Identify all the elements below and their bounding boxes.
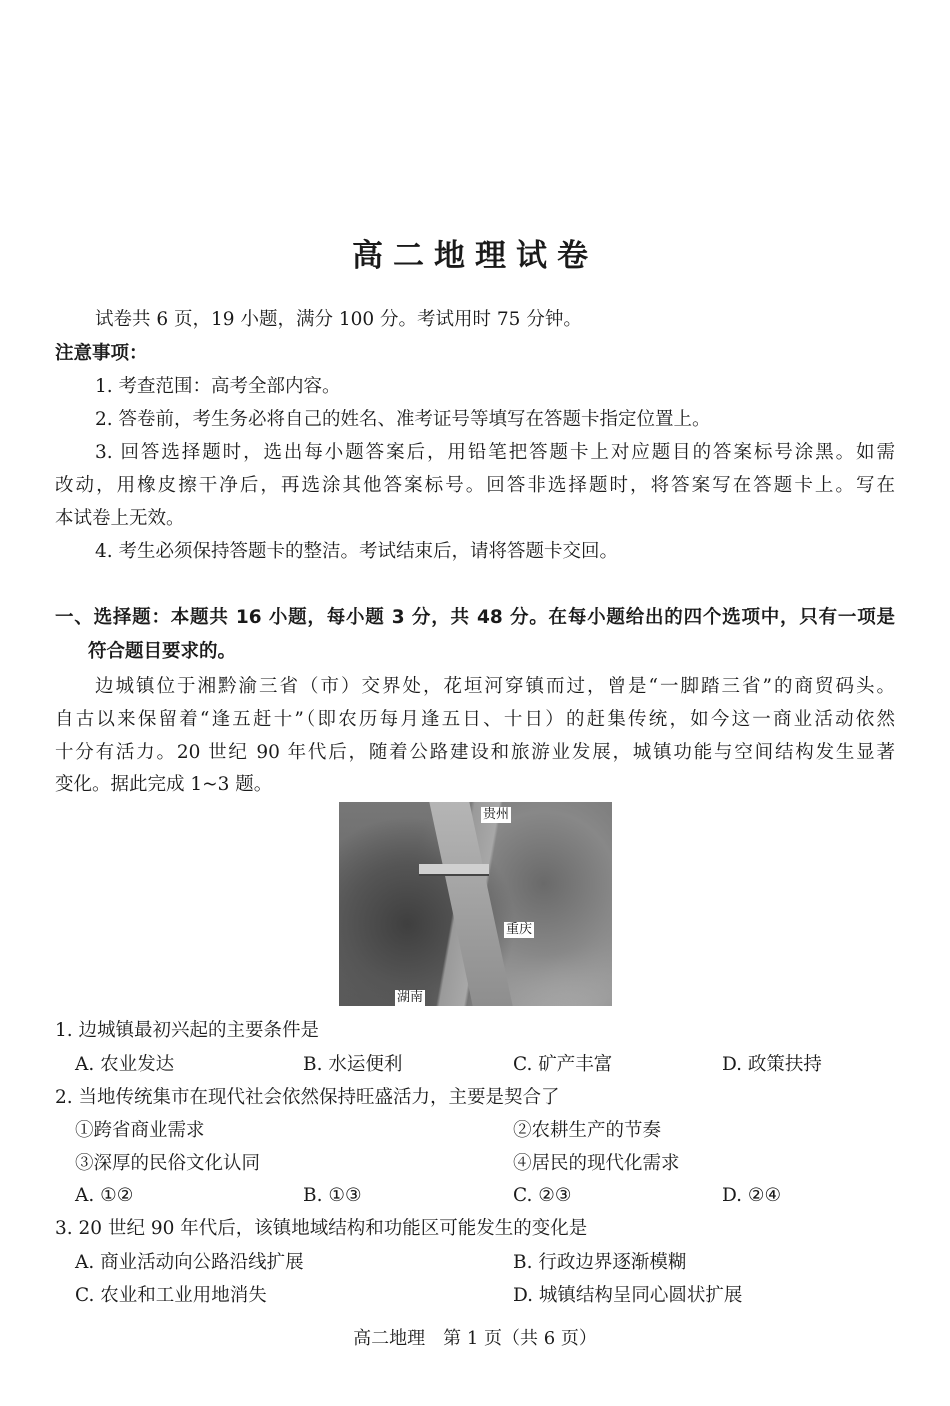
section-heading-cont: 符合题目要求的。 [88, 641, 237, 662]
notice-item: 改动，用橡皮擦干净后，再选涂其他答案标号。回答非选择题时，将答案写在答题卡上。写在 [55, 475, 895, 496]
option: A. 农业发达 [75, 1054, 175, 1075]
page-footer: 高二地理 第 1 页（共 6 页） [353, 1328, 597, 1349]
statement: ①跨省商业需求 [75, 1120, 205, 1141]
page-title: 高二地理试卷 [352, 238, 598, 274]
notice-item: 3. 回答选择题时，选出每小题答案后，用铅笔把答题卡上对应题目的答案标号涂黑。如需 [95, 442, 895, 463]
photo-label-guizhou: 贵州 [483, 807, 510, 822]
option: D. ②④ [722, 1185, 782, 1206]
material-text: 十分有活力。20 世纪 90 年代后，随着公路建设和旅游业发展，城镇功能与空间结构发生显著 [55, 742, 895, 763]
option: A. ①② [75, 1185, 134, 1206]
river [429, 802, 512, 1006]
option: D. 城镇结构呈同心圆状扩展 [513, 1285, 743, 1306]
intro: 试卷共 6 页，19 小题，满分 100 分。考试用时 75 分钟。 [95, 309, 582, 330]
option: B. 行政边界逐渐模糊 [513, 1252, 687, 1273]
material-text: 边城镇位于湘黔渝三省（市）交界处，花垣河穿镇而过，曾是“一脚踏三省”的商贸码头。 [95, 676, 895, 697]
option: B. ①③ [303, 1185, 362, 1206]
statement: ②农耕生产的节奏 [513, 1120, 662, 1141]
option: C. 矿产丰富 [513, 1054, 613, 1075]
photo-label-chongqing: 重庆 [506, 922, 533, 937]
statement: ④居民的现代化需求 [513, 1153, 680, 1174]
material-text: 变化。据此完成 1~3 题。 [55, 774, 273, 795]
option: C. 农业和工业用地消失 [75, 1285, 267, 1306]
option: B. 水运便利 [303, 1054, 403, 1075]
bridge [419, 864, 489, 876]
notice-item: 2. 答卷前，考生务必将自己的姓名、准考证号等填写在答题卡指定位置上。 [95, 409, 711, 430]
notice-item: 4. 考生必须保持答题卡的整洁。考试结束后，请将答题卡交回。 [95, 541, 619, 562]
option: C. ②③ [513, 1185, 572, 1206]
town-aerial-photo [339, 802, 612, 1006]
section-heading: 一、选择题：本题共 16 小题，每小题 3 分，共 48 分。在每小题给出的四个选项中，只有一项是 [55, 607, 895, 628]
notice-item: 本试卷上无效。 [55, 508, 185, 529]
notice-item: 1. 考查范围：高考全部内容。 [95, 376, 341, 397]
notice-heading: 注意事项： [55, 343, 148, 364]
option: A. 商业活动向公路沿线扩展 [75, 1252, 304, 1273]
material-text: 自古以来保留着“逢五赶十”（即农历每月逢五日、十日）的赶集传统，如今这一商业活动依然 [55, 709, 895, 730]
photo-label-hunan: 湖南 [397, 990, 424, 1005]
question-stem: 3. 20 世纪 90 年代后，该镇地域结构和功能区可能发生的变化是 [55, 1218, 588, 1239]
option: D. 政策扶持 [722, 1054, 822, 1075]
statement: ③深厚的民俗文化认同 [75, 1153, 261, 1174]
question-stem: 2. 当地传统集市在现代社会依然保持旺盛活力，主要是契合了 [55, 1087, 560, 1108]
question-stem: 1. 边城镇最初兴起的主要条件是 [55, 1020, 320, 1041]
